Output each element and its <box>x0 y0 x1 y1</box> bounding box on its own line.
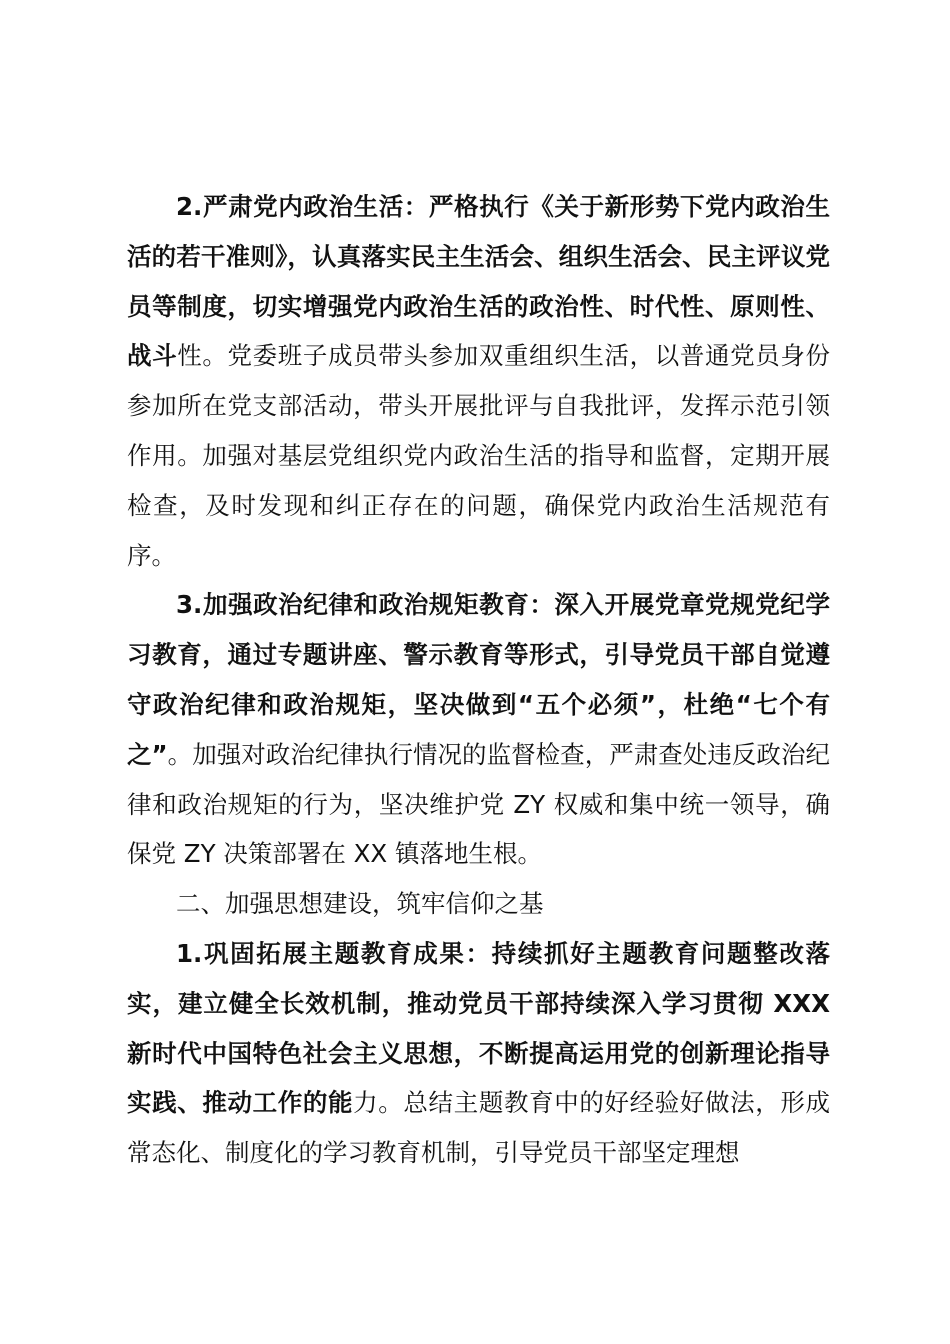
paragraph-political-life <box>127 182 830 580</box>
paragraph-body-text: 。加强对政治纪律执行情况的监督检查，严肃查处违反政治纪律和政治规矩的行为，坚决维护党 ZY 权威和集中统一领导，确保党 ZY 决策部署在 XX 镇落地生根。 <box>127 739 830 869</box>
paragraph-body-text: 力。总结主题教育中的好经验好做法，形成常态化、制度化的学习教育机制，引导党员干部坚定理想 <box>127 1088 831 1168</box>
paragraph-lead-text: 1.巩固拓展主题教育成果：持续抓好主题教育问题整改落实，建立健全长效机制，推动党员干部持续深入学习贯彻 XXX 新时代中国特色社会主义思想，不断提高运用党的创新理论指导实践、推动工作的能 <box>127 938 830 1118</box>
paragraph-lead-text: 3.加强政治纪律和政治规矩教育：深入开展党章党规党纪学习教育，通过专题讲座、警示教育等形式，引导党员干部自觉遵守政治纪律和政治规矩，坚决做到“五个必须”，杜绝“七个有之” <box>127 590 830 769</box>
paragraph-lead-text: 2.严肃党内政治生活：严格执行《关于新形势下党内政治生活的若干准则》，认真落实民主生活会、组织生活会、民主评议党员等制度，切实增强党内政治生活的政治性、时代性、原则性、战斗 <box>127 192 830 371</box>
section-heading <box>127 879 830 929</box>
paragraph-theme-education <box>127 929 830 1178</box>
section-heading-text: 二、加强思想建设，筑牢信仰之基 <box>176 889 544 919</box>
document-body <box>127 182 830 1178</box>
paragraph-discipline-education <box>127 580 830 879</box>
paragraph-body-text: 性。党委班子成员带头参加双重组织生活，以普通党员身份参加所在党支部活动，带头开展批评与自我批评，发挥示范引领作用。加强对基层党组织党内政治生活的指导和监督，定期开展检查，及时发现和纠正存在的问题，确保党内政治生活规范有序。 <box>127 341 831 570</box>
